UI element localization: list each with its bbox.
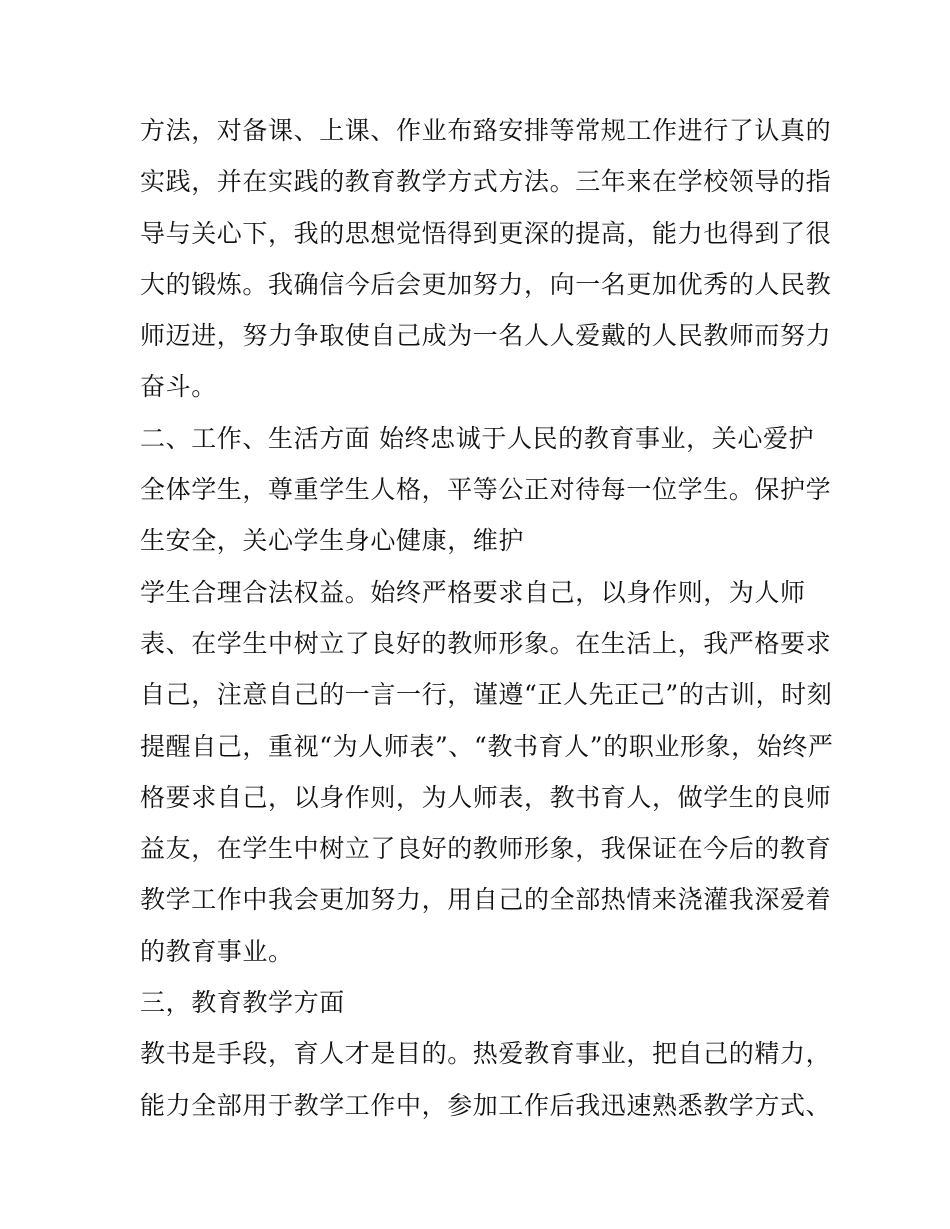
text-line: 方法，对备课、上课、作业布臵安排等常规工作进行了认真的 bbox=[140, 116, 832, 145]
text-line: 能力全部用于教学工作中，参加工作后我迅速熟悉教学方式、 bbox=[140, 1090, 832, 1120]
text-line: 生安全，关心学生身心健康，维护 bbox=[140, 526, 525, 556]
text-line: 导与关心下，我的思想觉悟得到更深的提高，能力也得到了很 bbox=[140, 218, 832, 248]
section-heading-work-life: 二、工作、生活方面 始终忠诚于人民的教育事业，关心爱护 bbox=[140, 423, 815, 453]
text-line: 奋斗。 bbox=[140, 372, 217, 402]
text-line: 实践，并在实践的教育教学方式方法。三年来在学校领导的指 bbox=[140, 167, 832, 197]
text-line: 学生合理合法权益。始终严格要求自己，以身作则，为人师 bbox=[140, 577, 806, 607]
text-line: 全体学生，尊重学生人格，平等公正对待每一位学生。保护学 bbox=[140, 475, 832, 505]
text-line: 提醒自己，重视“为人师表”、“教书育人”的职业形象，始终严 bbox=[140, 731, 834, 761]
text-line: 教书是手段，育人才是目的。热爱教育事业，把自己的精力， bbox=[140, 1039, 832, 1069]
text-line: 益友，在学生中树立了良好的教师形象，我保证在今后的教育 bbox=[140, 834, 832, 864]
text-line: 自己，注意自己的一言一行，谨遵“正人先正己”的古训，时刻 bbox=[140, 680, 833, 710]
text-line: 教学工作中我会更加努力，用自己的全部热情来浇灌我深爱着 bbox=[140, 885, 832, 915]
text-line: 格要求自己，以身作则，为人师表，教书育人，做学生的良师 bbox=[140, 782, 832, 812]
text-line: 的教育事业。 bbox=[140, 936, 294, 966]
text-line: 大的锻炼。我确信今后会更加努力，向一名更加优秀的人民教 bbox=[140, 269, 832, 299]
body-text bbox=[140, 105, 834, 1131]
text-line: 表、在学生中树立了良好的教师形象。在生活上，我严格要求 bbox=[140, 628, 832, 658]
section-heading-teaching: 三，教育教学方面 bbox=[140, 988, 345, 1018]
text-line: 师迈进，努力争取使自己成为一名人人爱戴的人民教师而努力 bbox=[140, 321, 832, 351]
